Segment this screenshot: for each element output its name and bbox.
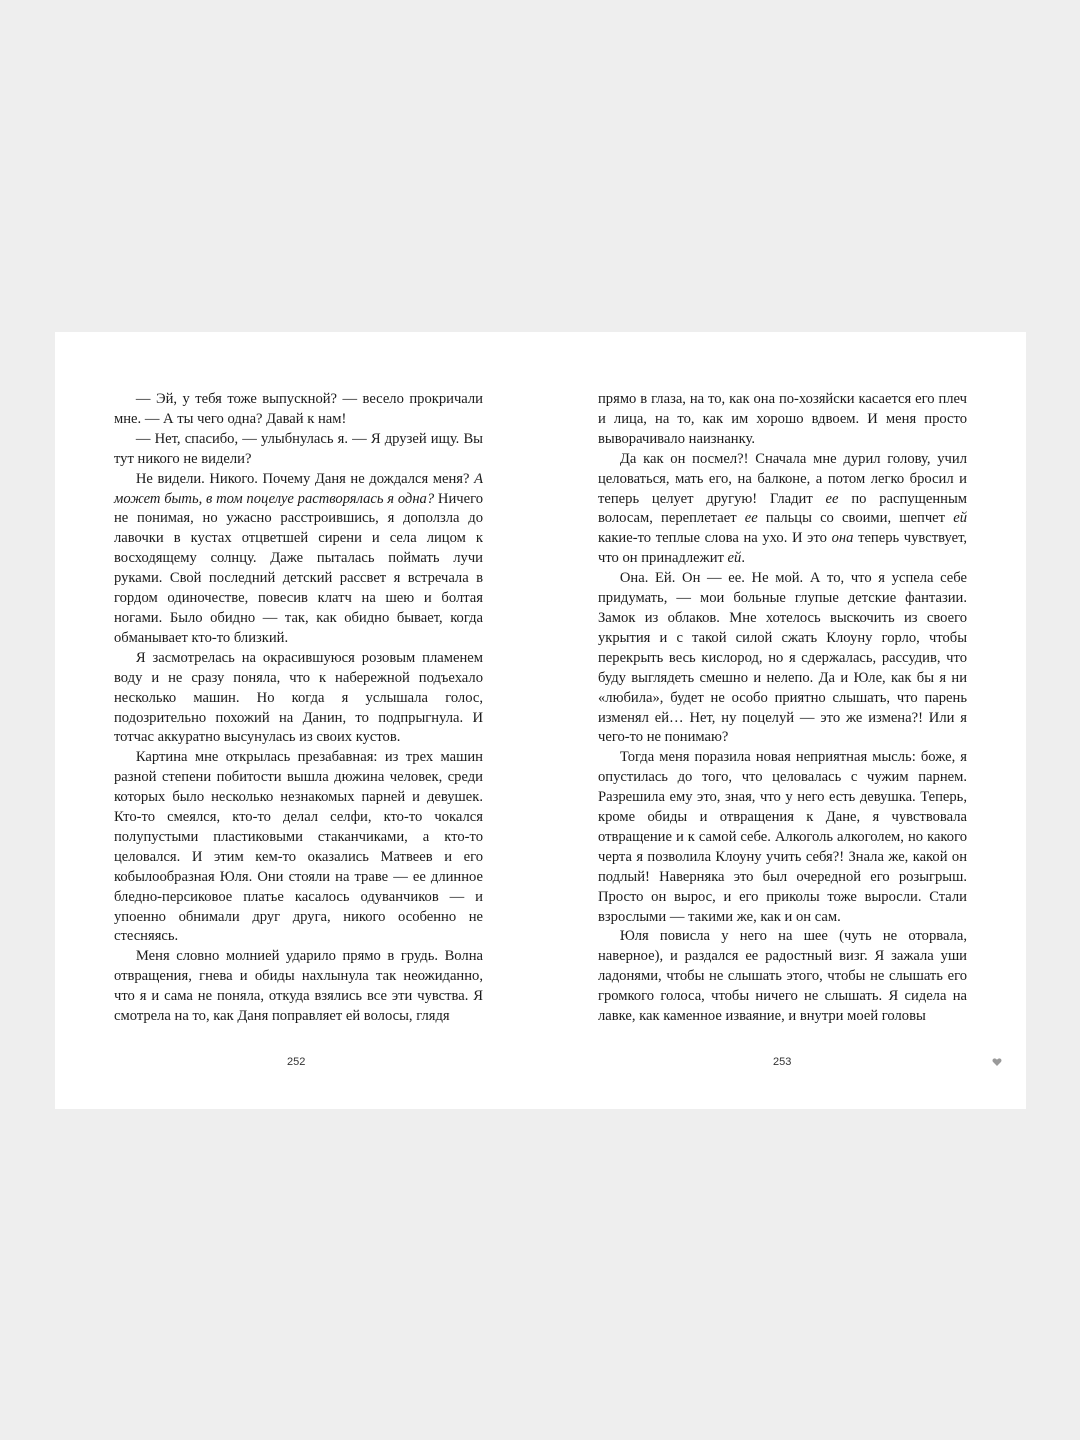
left-page [114,390,483,1027]
italic-word: ее [744,510,758,527]
italic-word: ее [825,490,839,507]
right-page [598,390,967,1027]
text-run: . [741,550,745,567]
page-number-left: 252 [287,1056,306,1068]
text-run: теперь чувствует, что он принадлежит [598,530,967,567]
heart-icon [992,1057,1002,1067]
text-run: какие-то теплые слова на ухо. И это [598,530,832,547]
paragraph: Я засмотрелась на окрасившуюся розовым пламенем воду и не сразу поняла, что к набережной подъехало несколько машин. Но когда я услышала голос, подозрительно похожий на Данин, то подпрыгнула. И тотчас аккуратно высунулась из своих кустов. [114,649,483,746]
italic-word: ей [727,550,742,567]
paragraph: Тогда меня поразила новая неприятная мысль: боже, я опустилась до того, что целовалась с чужим парнем. Разрешила ему это, зная, что у него есть девушка. Теперь, кроме обиды и отвращения к Дане, я чувствовала отвращение и к самой себе. Алкоголь алкоголем, но какого черта я позволила Клоуну учить себя?! Знала же, какой он подлый! Наверняка это был очередной его розыгрыш. Просто он вырос, и его приколы тоже выросли. Стали взрослыми — такими же, как и он сам. [598,749,967,925]
italic-word: ей [953,510,968,527]
italic-phrase: А может быть, в том поцелуе растворялась я одна? [114,470,483,507]
paragraph: Меня словно молнией ударило прямо в грудь. Волна отвращения, гнева и обиды нахлынула так неожиданно, что я и сама не поняла, откуда взялись все эти чувства. Я смотрела на то, как Даня поправляет ей волосы, глядя [114,948,483,1025]
paragraph: — Нет, спасибо, — улыбнулась я. — Я друзей ищу. Вы тут никого не видели? [114,430,483,467]
text-run: Да как он посмел?! Сначала мне дурил голову, учил целоваться, мать его, на балконе, а потом легко бросил и теперь целует другую! Гладит [598,450,967,507]
paragraph: прямо в глаза, на то, как она по-хозяйски касается его плеч и лица, на то, как им хорошо вдвоем. И меня просто выворачивало наизнанку. [598,391,967,447]
paragraph: Юля повисла у него на шее (чуть не оторвала, наверное), и раздался ее радостный визг. Я зажала уши ладонями, чтобы не слышать этого, чтобы не слышать его громкого голоса, чтобы ничего не слышать. Я сидела на лавке, как каменное изваяние, и внутри моей головы [598,928,967,1025]
book-spread [55,332,1026,1109]
paragraph: Картина мне открылась презабавная: из трех машин разной степени побитости вышла дюжина человек, среди которых было несколько незнакомых парней и девушек. Кто-то смеялся, кто-то делал селфи, кто-то чокался полупустыми пластиковыми стаканчиками, а кто-то целовался. И этим кем-то оказались Матвеев и его кобылообразная Юля. Они стояли на траве — ее длинное бледно-персиковое платье касалось одуванчиков — и упоенно обнимали друг друга, никого особенно не стесняясь. [114,749,483,945]
paragraph: Она. Ей. Он — ее. Не мой. А то, что я успела себе придумать, — мои больные глупые детские фантазии. Замок из облаков. Мне хотелось выскочить из своего укрытия и с такой силой сжать Клоуну горло, чтобы перекрыть весь кислород, но я сдержалась, рассудив, что буду выглядеть смешно и нелепо. Да и Юле, как бы я ни «любила», будет не особо приятно слышать, что парень изменял ей… Нет, ну поцелуй — это же измена?! Или я чего-то не понимаю? [598,570,967,746]
paragraph [114,470,483,649]
text-run: Ничего не понимая, но ужасно расстроившись, я доползла до лавочки в кустах отцветшей сирени и села лицом к восходящему солнцу. Даже пыталась поймать лучи руками. Свой последний детский рассвет я встречала в гордом одиночестве, повесив клатч на шею и болтая ногами. Было обидно — так, как обидно бывает, когда обманывает кто-то близкий. [114,490,483,646]
page-number-right: 253 [773,1056,792,1068]
text-run: пальцы со своими, шепчет [757,510,954,527]
text-run: по распущенным волосам, переплетает [598,490,967,527]
paragraph [598,450,967,569]
paragraph: — Эй, у тебя тоже выпускной? — весело прокричали мне. — А ты чего одна? Давай к нам! [114,391,483,427]
italic-word: она [831,530,854,547]
text-run: Не видели. Никого. Почему Даня не дождался меня? [135,470,470,487]
